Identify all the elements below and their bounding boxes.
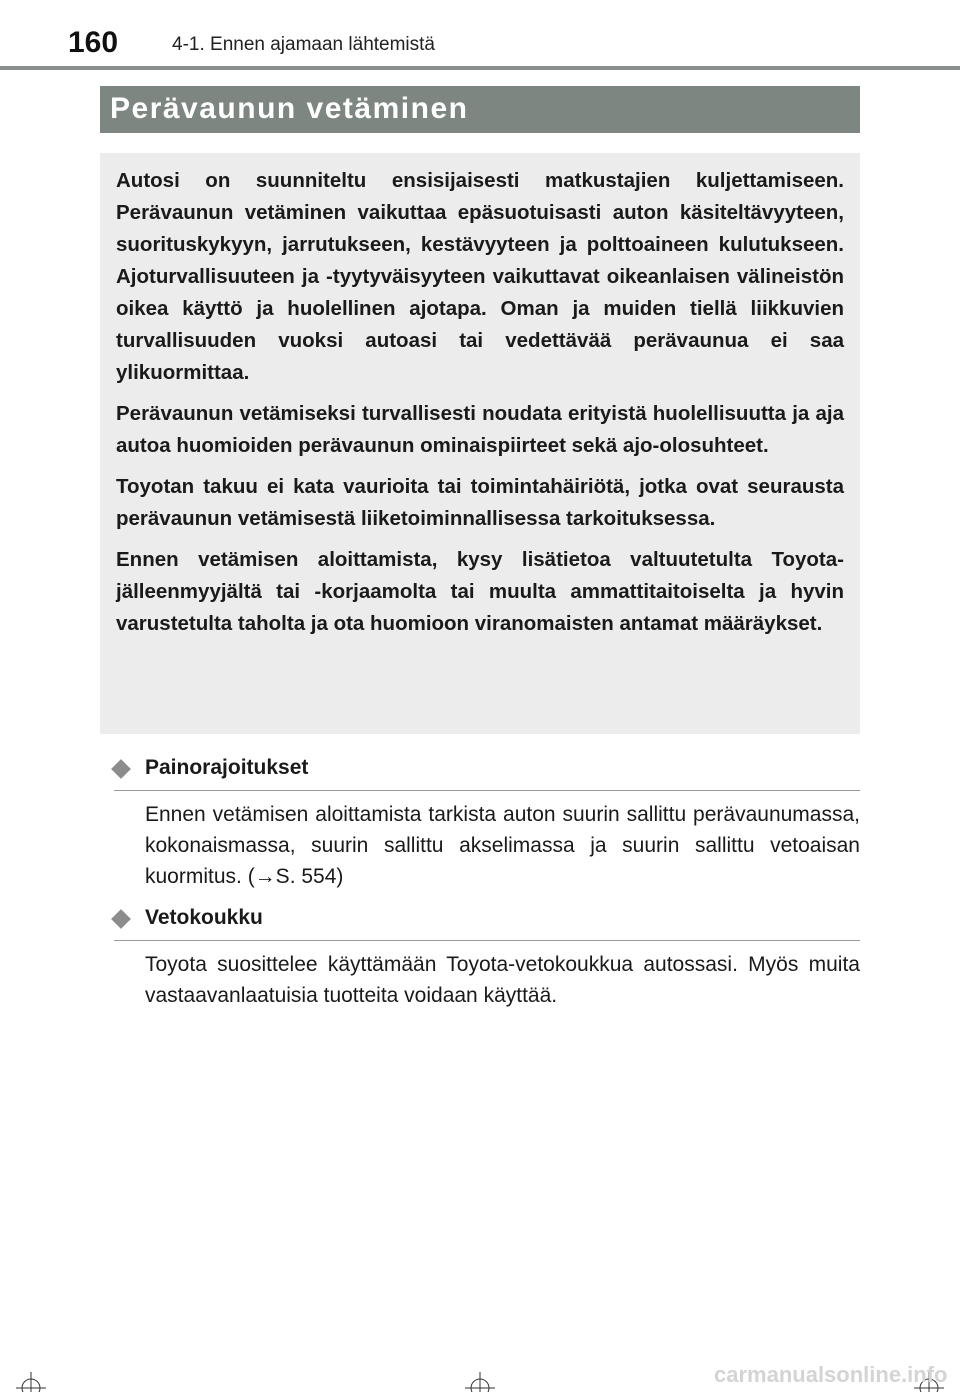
intro-box [100, 153, 860, 734]
subsection-body: Toyota suosittelee käyttämään Toyota-vetokoukkua autossasi. Myös muita vastaavanlaatuisia tuotteita voidaan käyttää. [145, 953, 860, 1007]
title-banner [100, 86, 860, 133]
watermark-text: carmanualsonline.info [714, 1362, 948, 1387]
page-number: 160 [68, 26, 119, 59]
intro-paragraph: Perävaunun vetämiseksi turvallisesti noudata erityistä huolellisuutta ja aja autoa huomioiden perävaunun ominaispiirteet sekä ajo-olosuhteet. [116, 402, 844, 457]
diamond-bullet-icon [111, 909, 131, 929]
page-title: Perävaunun vetäminen [110, 92, 469, 125]
subsection-header [114, 754, 860, 791]
header-divider [0, 66, 960, 70]
subsection-title: Painorajoitukset [145, 756, 309, 779]
crop-mark-icon [465, 1362, 495, 1392]
subsection-tow-hitch [114, 904, 860, 1011]
crop-mark-icon [16, 1362, 46, 1392]
subsection-header [114, 904, 860, 941]
subsection-body: Ennen vetämisen aloittamista tarkista auton suurin sallittu perävaunumassa, kokonaismassa, suurin sallittu akselimassa ja suurin sallittu vetoaisan kuormitus. (→S. 554) [145, 803, 860, 888]
chapter-breadcrumb: 4-1. Ennen ajamaan lähtemistä [172, 34, 435, 55]
intro-paragraph: Autosi on suunniteltu ensisijaisesti matkustajien kuljettamiseen. Perävaunun vetäminen vaikuttaa epäsuotuisasti auton käsiteltävyyteen, suorituskykyyn, jarrutukseen, kestävyyteen ja polttoaineen kulutukseen. Ajoturvallisuuteen ja -tyytyväisyyteen vaikuttavat oikeanlaisen välineistön oikea käyttö ja huolellinen ajotapa. Oman ja muiden tiellä liikkuvien turvallisuuden vuoksi autoasi tai vedettävää perävaunua ei saa ylikuormittaa. [116, 169, 844, 384]
diamond-bullet-icon [111, 759, 131, 779]
subsection-title: Vetokoukku [145, 906, 263, 929]
intro-paragraph: Toyotan takuu ei kata vaurioita tai toimintahäiriötä, jotka ovat seurausta perävaunun vetämisestä liiketoiminnallisessa tarkoituksessa. [116, 475, 844, 530]
intro-paragraph: Ennen vetämisen aloittamista, kysy lisätietoa valtuutetulta Toyota-jälleenmyyjältä tai -korjaamolta tai muulta ammattitaitoiselta ja hyvin varustetulta taholta ja ota huomioon viranomaisten antamat määräykset. [116, 548, 844, 635]
subsection-weight-limits [114, 754, 860, 892]
